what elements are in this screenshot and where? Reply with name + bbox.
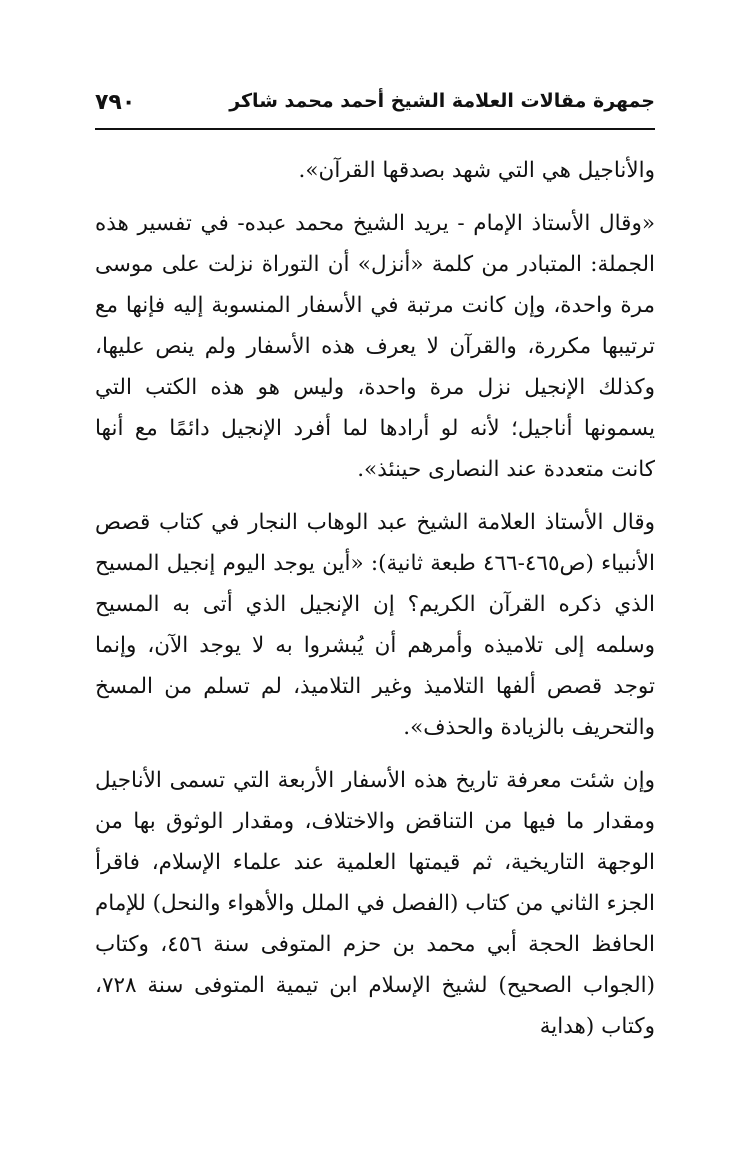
- header-divider: [95, 128, 655, 130]
- header-title: جمهرة مقالات العلامة الشيخ أحمد محمد شاكر: [229, 90, 655, 112]
- running-head: [95, 86, 655, 130]
- paragraph-2: «وقال الأستاذ الإمام - يريد الشيخ محمد عبده- في تفسير هذه الجملة: المتبادر من كلمة «أنزل» أن التوراة نزلت على موسى مرة واحدة، وإن كانت مرتبة في الأسفار المنسوبة إليه فإنها مع ترتيبها مكررة، والقرآن لا يعرف هذه الأسفار ولم ينص عليها، وكذلك الإنجيل نزل مرة واحدة، وليس هو هذه الكتب التي يسمونها أناجيل؛ لأنه لو أرادها لما أفرد الإنجيل دائمًا مع أنها كانت متعددة عند النصارى حينئذ».: [95, 211, 655, 482]
- paragraph-1: والأناجيل هي التي شهد بصدقها القرآن».: [298, 158, 655, 183]
- page-body: [95, 150, 655, 1047]
- page-number: ٧٩٠: [95, 90, 136, 115]
- paragraph-4: وإن شئت معرفة تاريخ هذه الأسفار الأربعة التي تسمى الأناجيل ومقدار ما فيها من التناقض والاختلاف، ومقدار الوثوق بها من الوجهة التاريخية، ثم قيمتها العلمية عند علماء الإسلام، فاقرأ الجزء الثاني من كتاب (الفصل في الملل والأهواء والنحل) للإمام الحافظ الحجة أبي محمد بن حزم المتوفى سنة ٤٥٦، وكتاب (الجواب الصحيح) لشيخ الإسلام ابن تيمية المتوفى سنة ٧٢٨، وكتاب (هداية: [95, 768, 656, 1039]
- paragraph-3: وقال الأستاذ العلامة الشيخ عبد الوهاب النجار في كتاب قصص الأنبياء (ص٤٦٥-٤٦٦ طبعة ثانية): «أين يوجد اليوم إنجيل المسيح الذي ذكره القرآن الكريم؟ إن الإنجيل الذي أتى به المسيح وسلمه إلى تلاميذه وأمرهم أن يُبشروا به لا يوجد الآن، وإنما توجد قصص ألفها التلاميذ وغير التلاميذ، لم تسلم من المسخ والتحريف بالزيادة والحذف».: [95, 510, 655, 740]
